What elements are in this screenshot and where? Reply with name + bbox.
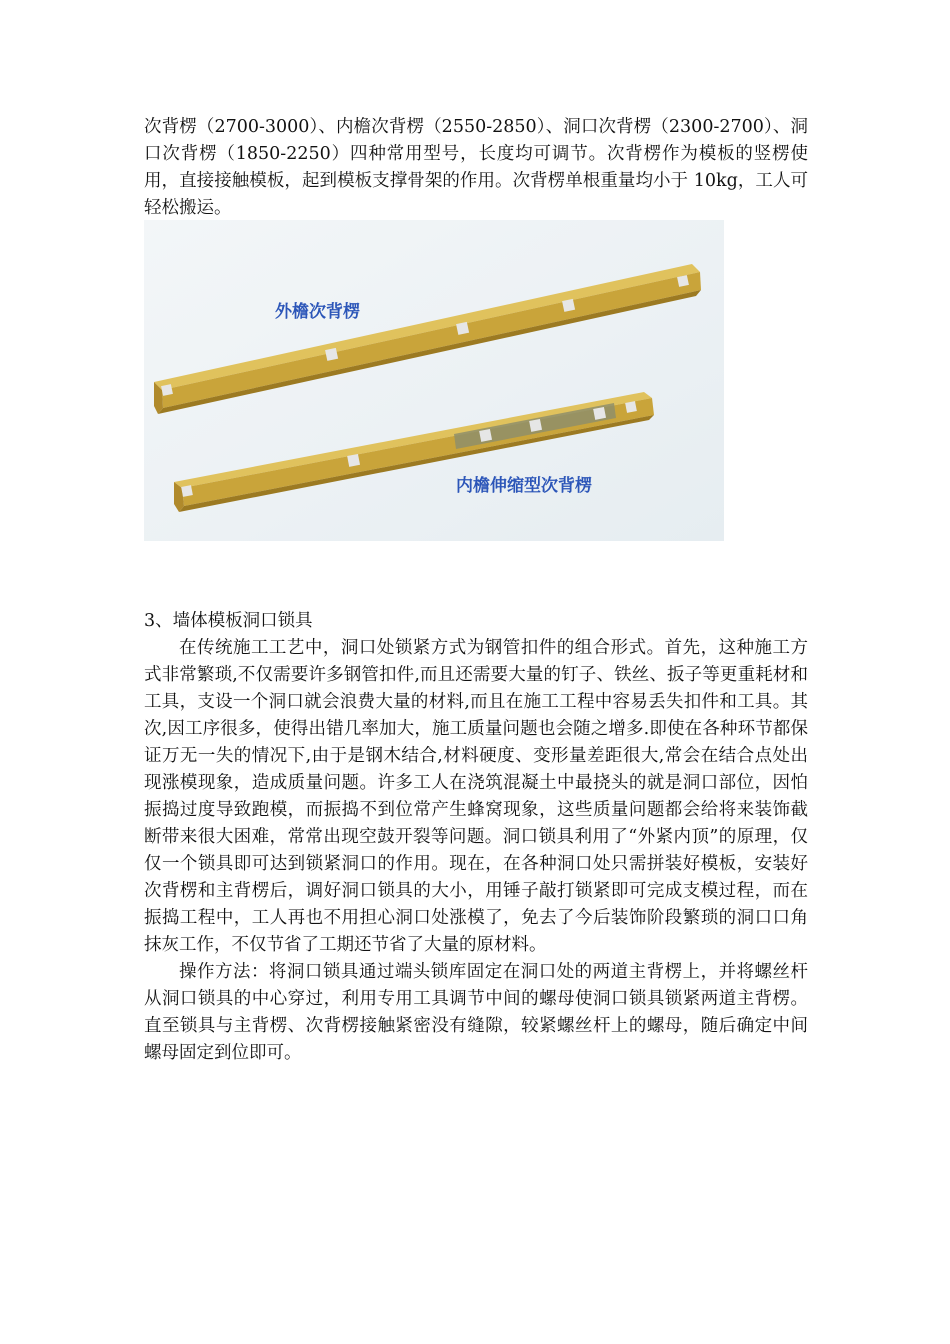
clip xyxy=(677,275,689,287)
clip xyxy=(325,348,338,361)
intro-paragraph: 次背楞（2700-3000）、内檐次背楞（2550-2850）、洞口次背楞（2300-2700）、洞口次背楞（1850-2250）四种常用型号，长度均可调节。次背楞作为模板的竖楞使用，直接接触模板，起到模板支撑骨架的作用。次背楞单根重量均小于 10kg，工人可轻松搬运。 xyxy=(144,117,808,218)
clip xyxy=(625,401,637,413)
beam-figure xyxy=(144,220,724,541)
clip xyxy=(181,485,193,497)
intro-text xyxy=(144,114,808,222)
label-inner-beam: 内檐伸缩型次背楞 xyxy=(456,476,592,496)
clip xyxy=(529,419,542,432)
clip xyxy=(593,407,606,420)
clip xyxy=(479,429,492,442)
lock-section xyxy=(144,608,808,1067)
section-paragraph-1: 在传统施工工艺中，洞口处锁紧方式为钢管扣件的组合形式。首先，这种施工方式非常繁琐,不仅需要许多钢管扣件,而且还需要大量的钉子、铁丝、扳子等更重耗材和工具，支设一个洞口就会浪费大量的材料,而且在施工工程中容易丢失扣件和工具。其次,因工序很多，使得出错几率加大，施工质量问题也会随之增多.即使在各种环节都保证万无一失的情况下,由于是钢木结合,材料硬度、变形量差距很大,常会在结合点处出现涨模现象，造成质量问题。许多工人在浇筑混凝土中最挠头的就是洞口部位，因怕振捣过度导致跑模，而振捣不到位常产生蜂窝现象，这些质量问题都会给将来装饰截断带来很大困难，常常出现空鼓开裂等问题。洞口锁具利用了“外紧内顶”的原理，仅仅一个锁具即可达到锁紧洞口的作用。现在，在各种洞口处只需拼装好模板，安装好次背楞和主背楞后，调好洞口锁具的大小，用锤子敲打锁紧即可完成支模过程，而在振捣工程中，工人再也不用担心洞口处涨模了，免去了今后装饰阶段繁琐的洞口口角抹灰工作，不仅节省了工期还节省了大量的原材料。 xyxy=(144,638,808,955)
section-paragraph-2: 操作方法：将洞口锁具通过端头锁库固定在洞口处的两道主背楞上，并将螺丝杆从洞口锁具的中心穿过，利用专用工具调节中间的螺母使洞口锁具锁紧两道主背楞。直至锁具与主背楞、次背楞接触紧密没有缝隙，较紧螺丝杆上的螺母，随后确定中间螺母固定到位即可。 xyxy=(144,962,808,1063)
clip xyxy=(562,299,575,312)
section-heading: 3、墙体模板洞口锁具 xyxy=(144,611,313,631)
clip xyxy=(456,322,469,335)
clip xyxy=(347,454,360,467)
label-outer-beam: 外檐次背楞 xyxy=(275,302,360,322)
clip xyxy=(161,384,173,396)
beam-illustration xyxy=(144,220,724,541)
